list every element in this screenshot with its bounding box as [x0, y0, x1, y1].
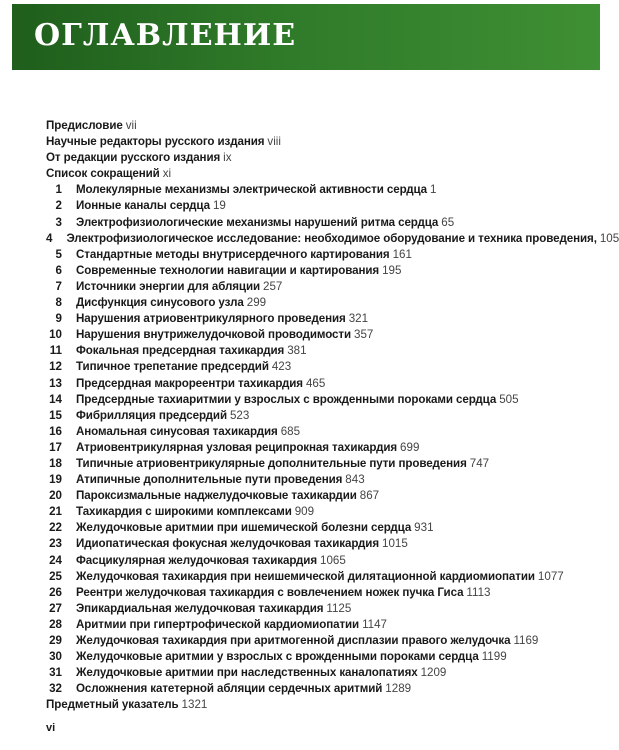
chapter-page: 685 — [280, 424, 301, 438]
chapter-number: 3 — [55, 215, 62, 229]
chapter-page: 505 — [499, 392, 519, 406]
chapter-entry — [76, 617, 387, 633]
chapter-page: 299 — [246, 296, 267, 310]
chapter-title: Реентри желудочковая тахикардия с вовлечением ножек пучка Гиса — [76, 585, 464, 599]
chapter-title: Фасцикулярная желудочковая тахикардия — [76, 553, 317, 567]
chapter-item[interactable] — [46, 617, 586, 633]
chapter-page: 195 — [382, 263, 402, 277]
chapter-entry — [76, 440, 419, 456]
chapter-number: 25 — [49, 569, 62, 583]
chapter-entry — [76, 472, 365, 488]
chapter-item[interactable] — [46, 553, 586, 569]
chapter-entry — [76, 665, 446, 681]
chapter-title: Источники энергии для абляции — [76, 279, 260, 293]
chapter-item[interactable] — [46, 198, 586, 214]
chapter-number: 9 — [55, 312, 62, 326]
chapter-title: Атриовентрикулярная узловая реципрокная тахикардия — [76, 440, 398, 454]
item-page: viii — [267, 135, 281, 149]
chapter-number: 26 — [49, 585, 62, 599]
chapter-title: Желудочковая тахикардия при аритмогенной дисплазии правого желудочка — [76, 634, 511, 647]
chapter-entry — [76, 520, 434, 536]
chapter-number: 21 — [49, 505, 62, 519]
chapter-title: Фибрилляция предсердий — [76, 408, 227, 422]
item-page: xi — [162, 167, 172, 181]
front-matter-item[interactable] — [46, 150, 586, 166]
chapter-entry — [76, 182, 437, 198]
front-matter-item[interactable] — [46, 166, 586, 182]
chapter-title: Фокальная предсердная тахикардия — [76, 344, 285, 358]
chapter-page: 1169 — [513, 634, 539, 647]
chapter-number: 27 — [49, 601, 62, 615]
chapter-number: 13 — [49, 376, 62, 390]
chapter-number: 15 — [49, 408, 62, 422]
chapter-page: 105 — [599, 231, 619, 245]
chapter-item[interactable] — [46, 215, 586, 231]
chapter-page: 1077 — [537, 569, 564, 583]
item-page: vii — [125, 119, 137, 132]
chapter-number: 2 — [55, 199, 62, 213]
chapter-page: 909 — [294, 505, 315, 519]
chapter-list — [46, 182, 619, 697]
chapter-title: Желудочковая тахикардия при неишемической дилятационной кардиомиопатии — [76, 569, 535, 583]
chapter-item[interactable] — [46, 456, 586, 472]
chapter-item[interactable] — [46, 569, 586, 585]
chapter-page: 1125 — [326, 601, 352, 615]
chapter-page: 867 — [359, 489, 380, 503]
chapter-entry — [76, 295, 266, 311]
chapter-page: 1 — [430, 183, 437, 197]
header-band — [12, 4, 600, 70]
chapter-number: 30 — [49, 650, 62, 664]
chapter-page: 747 — [469, 456, 490, 470]
chapter-entry — [76, 327, 373, 343]
front-matter-list — [46, 118, 586, 182]
chapter-title: Электрофизиологическое исследование: необходимое оборудование и техника проведения, — [66, 231, 597, 245]
chapter-item[interactable] — [46, 343, 586, 359]
chapter-title: Молекулярные механизмы электрической активности сердца — [76, 183, 428, 197]
chapter-entry — [76, 649, 507, 665]
front-matter-item[interactable] — [46, 134, 586, 150]
chapter-entry — [76, 408, 249, 424]
chapter-entry — [76, 601, 351, 617]
chapter-page: 699 — [400, 440, 420, 454]
page-number: vi — [46, 722, 56, 734]
chapter-title: Тахикардия с широкими комплексами — [76, 505, 292, 519]
chapter-title: Дисфункция синусового узла — [76, 296, 244, 310]
chapter-page: 19 — [212, 199, 226, 213]
chapter-page: 1065 — [320, 553, 346, 567]
chapter-title: Типичные атриовентрикулярные дополнительные пути проведения — [76, 456, 467, 470]
chapter-number: 8 — [55, 296, 62, 310]
chapter-item[interactable] — [46, 585, 586, 601]
front-matter-item[interactable] — [46, 118, 586, 134]
chapter-item[interactable] — [46, 359, 586, 375]
chapter-item[interactable] — [46, 601, 586, 617]
item-title: Предметный указатель — [46, 698, 179, 712]
chapter-page: 931 — [414, 521, 434, 535]
chapter-number: 4 — [46, 231, 53, 245]
chapter-title: Желудочковые аритмии у взрослых с врожденными пороками сердца — [76, 650, 479, 664]
chapter-item[interactable] — [46, 376, 586, 392]
chapter-title: Пароксизмальные наджелудочковые тахикардии — [76, 489, 357, 503]
chapter-entry — [76, 392, 519, 408]
page-title: ОГЛАВЛЕНИЕ — [34, 18, 297, 53]
chapter-title: Желудочковые аритмии при ишемической болезни сердца — [76, 521, 412, 535]
chapter-number: 12 — [49, 360, 62, 374]
chapter-entry — [76, 569, 564, 585]
chapter-item[interactable] — [46, 182, 586, 198]
chapter-item[interactable] — [46, 408, 586, 424]
chapter-title: Ионные каналы сердца — [76, 199, 210, 213]
chapter-title: Осложнения катетерной абляции сердечных аритмий — [76, 682, 383, 696]
chapter-entry — [76, 247, 412, 263]
chapter-entry — [76, 456, 489, 472]
chapter-entry — [76, 424, 300, 440]
chapter-item[interactable] — [46, 392, 586, 408]
chapter-page: 1147 — [362, 617, 388, 631]
chapter-title: Типичное трепетание предсердий — [76, 360, 269, 374]
chapter-title: Предсердные тахиаритмии у взрослых с врожденными пороками сердца — [76, 392, 497, 406]
chapter-entry — [76, 376, 325, 392]
chapter-item[interactable] — [46, 440, 586, 456]
item-title: Предисловие — [46, 119, 123, 132]
chapter-item[interactable] — [46, 681, 586, 697]
chapter-entry — [76, 536, 408, 552]
chapter-item[interactable] — [46, 472, 586, 488]
chapter-page: 161 — [392, 247, 412, 261]
chapter-number: 1 — [55, 183, 62, 197]
item-page: ix — [223, 151, 232, 165]
chapter-title: Нарушения атриовентрикулярного проведения — [76, 312, 346, 326]
chapter-title: Современные технологии навигации и картирования — [76, 263, 380, 277]
chapter-entry — [76, 279, 282, 295]
chapter-entry — [76, 553, 346, 569]
chapter-number: 18 — [49, 456, 62, 470]
chapter-number: 22 — [49, 521, 62, 535]
chapter-item[interactable] — [46, 295, 586, 311]
chapter-item[interactable] — [46, 311, 586, 327]
chapter-page: 523 — [229, 408, 250, 422]
chapter-page: 1113 — [466, 585, 491, 599]
chapter-page: 465 — [305, 376, 326, 390]
chapter-number: 6 — [55, 263, 62, 277]
chapter-page: 65 — [441, 215, 455, 229]
chapter-number: 19 — [49, 473, 62, 487]
chapter-item[interactable] — [46, 633, 586, 649]
chapter-entry — [76, 488, 379, 504]
chapter-item[interactable] — [46, 504, 586, 520]
chapter-page: 1209 — [420, 666, 447, 680]
chapter-number: 20 — [49, 489, 62, 503]
chapter-page: 843 — [345, 473, 365, 487]
chapter-item[interactable] — [46, 279, 586, 295]
chapter-item[interactable] — [46, 231, 619, 247]
chapter-number: 28 — [49, 617, 62, 631]
chapter-item[interactable] — [46, 665, 586, 681]
chapter-entry — [76, 504, 314, 520]
chapter-page: 1015 — [382, 537, 408, 551]
chapter-entry — [76, 681, 411, 697]
chapter-item[interactable] — [46, 536, 586, 552]
chapter-page: 257 — [263, 279, 283, 293]
table-of-contents — [46, 118, 619, 713]
item-title: От редакции русского издания — [46, 151, 221, 165]
chapter-page: 1289 — [385, 682, 412, 696]
chapter-number: 23 — [49, 537, 62, 551]
item-title: Научные редакторы русского издания — [46, 135, 265, 149]
chapter-number: 16 — [49, 424, 62, 438]
chapter-page: 1199 — [481, 650, 507, 664]
chapter-page: 357 — [354, 328, 374, 342]
chapter-page: 321 — [348, 312, 369, 326]
chapter-number: 14 — [49, 392, 62, 406]
chapter-item[interactable] — [46, 247, 586, 263]
chapter-entry — [76, 263, 401, 279]
chapter-number: 5 — [55, 247, 62, 261]
chapter-entry — [76, 359, 291, 375]
chapter-number: 29 — [49, 634, 62, 647]
chapter-number: 17 — [49, 440, 62, 454]
chapter-entry — [76, 343, 307, 359]
chapter-number: 7 — [55, 279, 62, 293]
chapter-page: 381 — [287, 344, 307, 358]
chapter-number: 24 — [49, 553, 62, 567]
chapter-page: 423 — [271, 360, 292, 374]
chapter-entry — [76, 633, 538, 649]
chapter-title: Эпикардиальная желудочковая тахикардия — [76, 601, 324, 615]
item-title: Список сокращений — [46, 167, 160, 181]
chapter-title: Аномальная синусовая тахикардия — [76, 424, 278, 438]
chapter-entry — [76, 215, 454, 231]
chapter-entry — [76, 311, 368, 327]
chapter-item[interactable] — [46, 649, 586, 665]
item-page: 1321 — [181, 698, 208, 712]
chapter-item[interactable] — [46, 327, 586, 343]
chapter-item[interactable] — [46, 263, 586, 279]
chapter-entry — [66, 231, 619, 247]
chapter-title: Идиопатическая фокусная желудочковая тахикардия — [76, 537, 379, 551]
back-matter-item[interactable] — [46, 697, 586, 713]
chapter-title: Желудочковые аритмии при наследственных каналопатиях — [76, 666, 418, 680]
chapter-number: 31 — [49, 666, 62, 680]
back-matter-list — [46, 697, 586, 713]
chapter-item[interactable] — [46, 520, 586, 536]
chapter-number: 11 — [49, 344, 62, 358]
chapter-item[interactable] — [46, 424, 586, 440]
chapter-title: Атипичные дополнительные пути проведения — [76, 473, 343, 487]
chapter-title: Электрофизиологические механизмы нарушений ритма сердца — [76, 215, 439, 229]
chapter-title: Аритмии при гипертрофической кардиомиопатии — [76, 617, 360, 631]
chapter-item[interactable] — [46, 488, 586, 504]
chapter-number: 10 — [49, 328, 62, 342]
chapter-title: Предсердная макрореентри тахикардия — [76, 376, 303, 390]
chapter-title: Стандартные методы внутрисердечного картирования — [76, 247, 390, 261]
chapter-entry — [76, 198, 226, 214]
chapter-title: Нарушения внутрижелудочковой проводимости — [76, 328, 351, 342]
chapter-number: 32 — [49, 682, 62, 696]
chapter-entry — [76, 585, 491, 601]
